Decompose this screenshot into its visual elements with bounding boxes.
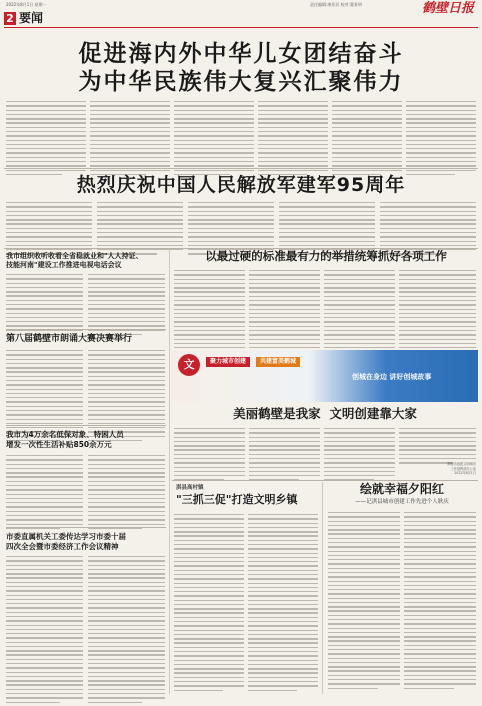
contest-article-title: 第八届鹤壁市朗诵大赛决赛举行 [6, 334, 133, 344]
civilized-article-col2 [249, 428, 320, 484]
army-article-col1 [6, 202, 92, 258]
banner-badge-right: 共建富美鹤城 [256, 357, 300, 367]
main-headline-line2: 为中华民族伟大复兴汇聚伟力 [78, 69, 404, 95]
employment-title-line2: 技能河南"建设工作推进电视电话会议 [6, 261, 122, 269]
right-column-rule [322, 482, 323, 694]
page-number-badge [4, 12, 16, 25]
army-article-col2 [97, 202, 183, 258]
left-divider-1 [6, 329, 166, 330]
village-article-col2 [248, 514, 318, 694]
employment-article-title [6, 252, 166, 270]
civilized-headline: 美丽鹤壁是我家 文明创建靠大家 [233, 406, 417, 421]
editor-credit: 责任编辑:康亚民 校对:董景明 [310, 2, 362, 7]
section-name: 要闻 [19, 11, 44, 25]
left-column-rule [169, 250, 170, 694]
village-title: "三抓三促"打造文明乡镇 [176, 493, 298, 506]
committee-title-line2: 四次全会暨市委经济工作会议精神 [6, 542, 119, 551]
committee-article-title [6, 532, 166, 552]
civilized-signoff [420, 462, 476, 476]
main-article-col2 [90, 101, 170, 178]
support-title-line1: 我市为4万余名低保对象、特困人员 [6, 430, 124, 439]
village-kicker: 淇县高村镇 [176, 485, 204, 491]
sunset-article-col1 [328, 512, 400, 692]
banner-badge-left: 聚力城市创建 [206, 357, 250, 367]
committee-article-col2 [88, 556, 165, 706]
civilized-banner [172, 350, 478, 402]
main-article-col4 [258, 101, 328, 178]
paper-logo: 鹤壁日报 [421, 1, 474, 16]
civilized-article-col3 [324, 428, 395, 484]
main-article-col1 [6, 101, 86, 178]
signoff-line3: 2022年8月1日 [454, 471, 476, 476]
sunset-subtitle: ——记淇县城市创建工作先进个人耿庆 [355, 499, 449, 505]
signoff-line1: 鹤壁市创建文明城市 [447, 462, 476, 466]
employment-title-line1: 我市组织收听收看全省稳就业和"人人持证、 [6, 252, 143, 260]
support-title-line2: 增发一次性生活补贴850余万元 [6, 440, 112, 449]
main-article-col3 [174, 101, 254, 178]
main-headline-line1: 促进海内外中华儿女团结奋斗 [78, 41, 404, 67]
main-article-col5 [332, 101, 402, 178]
committee-title-line1: 市委直属机关工委传达学习市委十届 [6, 532, 126, 541]
sunset-article-col2 [404, 512, 476, 692]
support-article-title [6, 430, 166, 450]
left-divider-3 [6, 527, 166, 528]
main-article-col6 [406, 101, 476, 178]
left-divider-2 [6, 425, 166, 426]
main-headline [0, 40, 482, 96]
village-article-col1 [174, 514, 244, 694]
page-number: 2 [6, 12, 14, 25]
civilized-article-col4 [399, 428, 476, 467]
army-headline: 热烈庆祝中国人民解放军建军95周年 [76, 174, 406, 196]
standard-article-title: 以最过硬的标准最有力的举措统筹抓好各项工作 [205, 249, 447, 263]
sunset-title: 绘就幸福夕阳红 [359, 482, 444, 496]
section-divider-1 [4, 168, 478, 169]
banner-slogan: 创城在身边 讲好创城故事 [352, 373, 432, 381]
support-article-col2 [88, 455, 165, 532]
civilized-article-col1 [174, 428, 245, 484]
banner-logo-mark: 文 [178, 354, 200, 376]
committee-article-col1 [6, 556, 83, 706]
support-article-col1 [6, 455, 83, 532]
issue-date: 2022年8月1日 星期一 [6, 2, 47, 7]
masthead-rule [4, 27, 478, 28]
signoff-line2: 工作指挥部办公室 [450, 466, 476, 471]
